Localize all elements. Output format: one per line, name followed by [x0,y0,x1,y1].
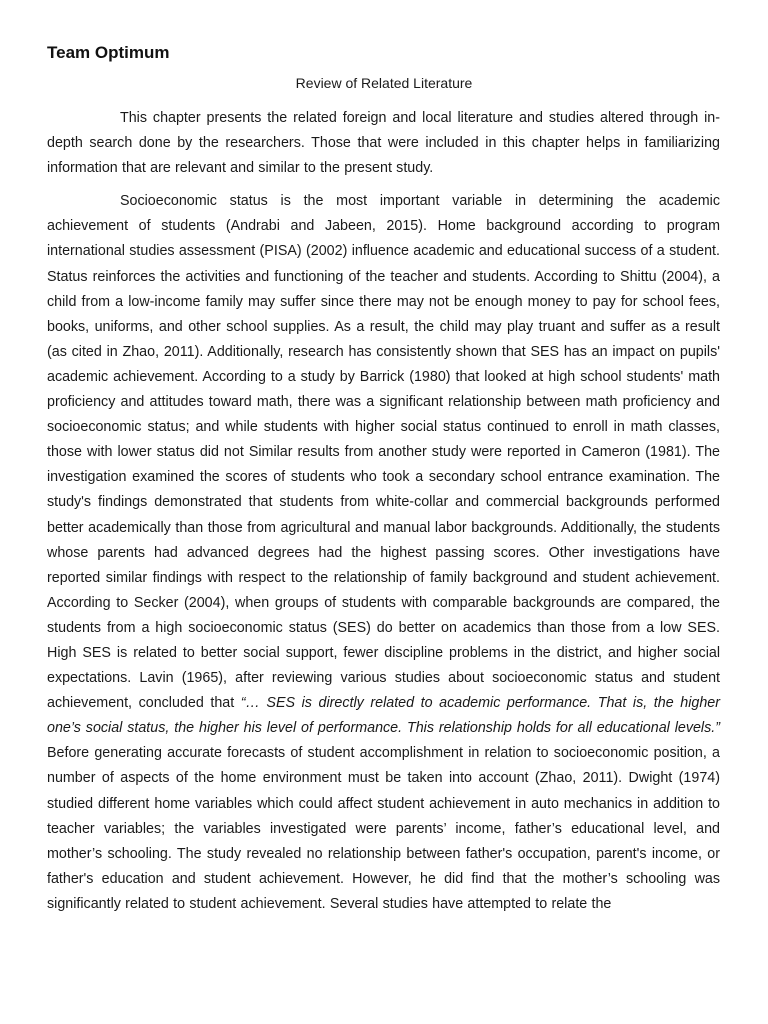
lavin-quote: “… SES is directly related to academic performance. That is, the higher one’s social status, the higher his level of performance. This relationship holds for all educational levels.” [47,695,720,737]
team-name-heading: Team Optimum [47,43,170,62]
ses-paragraph [47,189,720,917]
document-body [47,106,720,917]
ses-paragraph-text-before-quote: Socioeconomic status is the most important variable in determining the academic achievement of students (Andrabi and Jabeen, 2015). Home background according to program international studies assessment (PISA) (2002) influence academic and educational success of a student. Status reinforces the activities and functioning of the teacher and students. According to Shittu (2004), a child from a low-income family may suffer since there may not be enough money to pay for school fees, books, uniforms, and other school supplies. As a result, the child may play truant and suffer as a result (as cited in Zhao, 2011). Additionally, research has consistently shown that SES has an impact on pupils' academic achievement. According to a study by Barrick (1980) that looked at high school students' math proficiency and attitudes toward math, there was a significant relationship between math proficiency and socioeconomic status; and while students with higher social status continued to enroll in math classes, those with lower status did not Similar results from another study were reported in Cameron (1981). The investigation examined the scores of students who took a secondary school entrance examination. The study's findings demonstrated that students from white-collar and commercial backgrounds performed better academically than those from agricultural and manual labor backgrounds. Additionally, the students whose parents had advanced degrees had the highest passing scores. Other investigations have reported similar findings with respect to the relationship of family background and student achievement. According to Secker (2004), when groups of students with comparable backgrounds are compared, the students from a high socioeconomic status (SES) do better on academics than those from a low SES. High SES is related to better social support, fewer discipline problems in the district, and higher social expectations. Lavin (1965), after reviewing various studies about socioeconomic status and student achievement, concluded that [47,193,720,712]
intro-paragraph: This chapter presents the related foreign and local literature and studies altered through in-depth search done by the researchers. Those that were included in this chapter helps in familiarizing information that are relevant and similar to the present study. [47,110,720,177]
document-title: Review of Related Literature [295,75,473,91]
ses-paragraph-text-after-quote: Before generating accurate forecasts of student accomplishment in relation to socioeconomic position, a number of aspects of the home environment must be taken into account (Zhao, 2011). Dwight (1974) studied different home variables which could affect student achievement in auto mechanics in addition to teacher variables; the variables investigated were parents’ income, father’s educational level, and mother’s schooling. The study revealed no relationship between father's occupation, parent's income, or father's education and student achievement. However, he did find that the mother’s schooling was significantly related to student achievement. Several studies have attempted to relate the [47,745,720,912]
